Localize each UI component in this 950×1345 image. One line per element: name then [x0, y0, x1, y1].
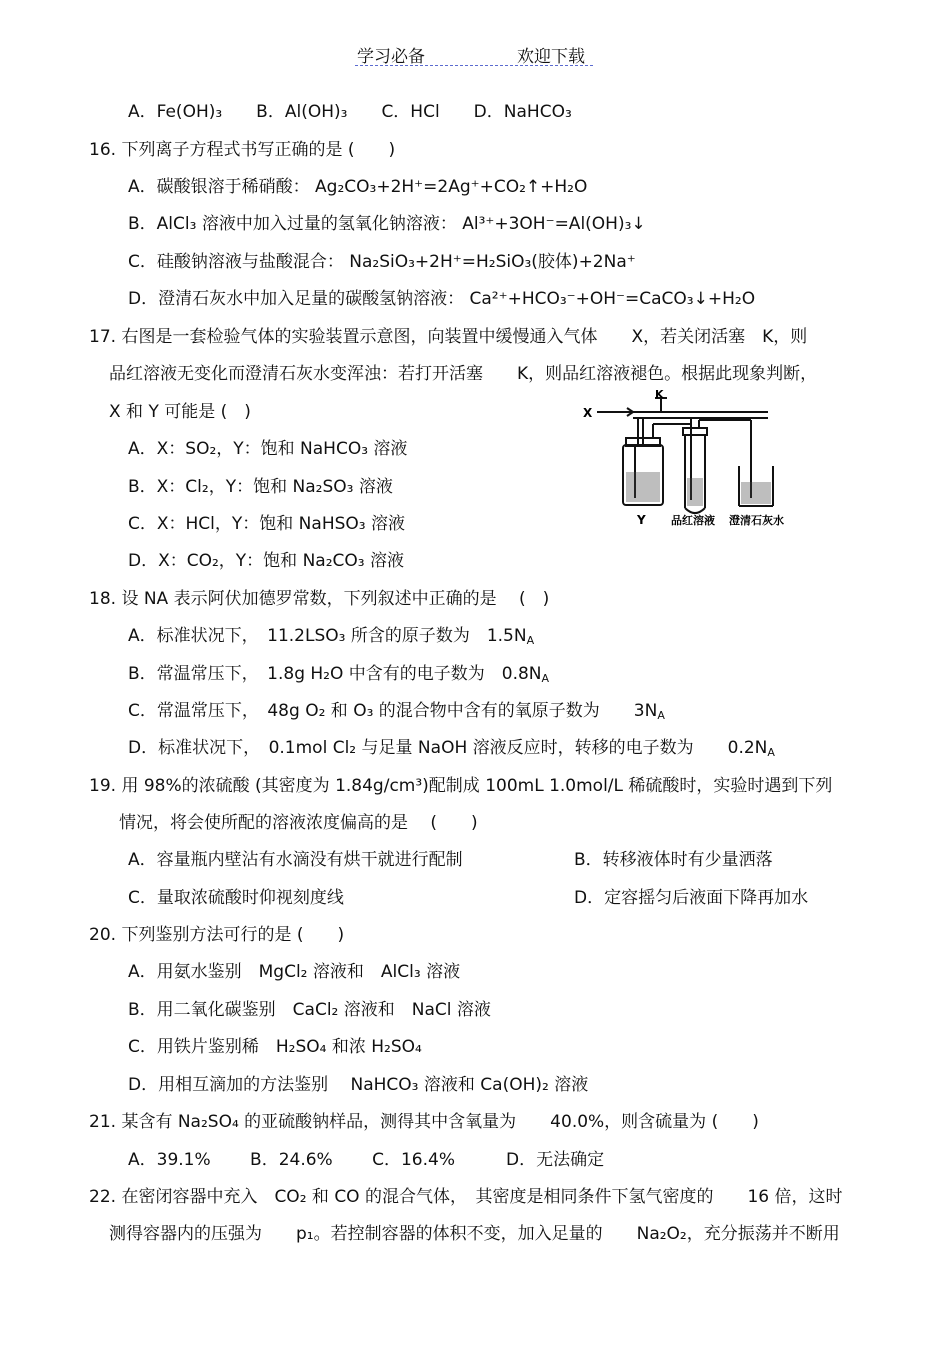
q15-options: A．Fe(OH)₃ B．Al(OH)₃ C．HCl D．NaHCO₃ — [128, 102, 572, 122]
q20-option-b: B．用二氧化碳鉴别 CaCl₂ 溶液和 NaCl 溶液 — [128, 1000, 491, 1020]
q17-option-d: D．X：CO₂，Y：饱和 Na₂CO₃ 溶液 — [128, 551, 405, 571]
q19-option-d: D．定容摇匀后液面下降再加水 — [574, 888, 809, 908]
q20-option-a: A．用氨水鉴别 MgCl₂ 溶液和 AlCl₃ 溶液 — [128, 962, 461, 982]
q16-option-a: A．碳酸银溶于稀硝酸： Ag₂CO₃+2H⁺=2Ag⁺+CO₂↑+H₂O — [128, 177, 588, 197]
q17-stem-1: 17. 右图是一套检验气体的实验装置示意图，向装置中缓慢通入气体 X，若关闭活塞 K，则 — [89, 327, 808, 347]
q18-option-d — [128, 737, 775, 759]
q18-option-b-sub: A — [541, 672, 550, 685]
figure-label-y: Y — [637, 513, 646, 527]
q19-stem-1: 19. 用 98%的浓硫酸 (其密度为 1.84g/cm³)配制成 100mL 1.0mol/L 稀硫酸时，实验时遇到下列 — [89, 776, 833, 796]
q16-option-b: B．AlCl₃ 溶液中加入过量的氢氧化钠溶液： Al³⁺+3OH⁻=Al(OH)₃↓ — [128, 214, 646, 234]
page-header — [355, 42, 593, 66]
q18-option-d-sub: A — [767, 746, 775, 759]
q19-option-a: A．容量瓶内壁沾有水滴没有烘干就进行配制 — [128, 850, 463, 870]
q18-option-c-text: C．常温常压下， 48g O₂ 和 O₃ 的混合物中含有的氧原子数为 3N — [128, 701, 658, 721]
header-left: 学习必备 — [357, 47, 425, 67]
q18-option-d-text: D．标准状况下， 0.1mol Cl₂ 与足量 NaOH 溶液反应时，转移的电子数为 0.2N — [128, 738, 768, 758]
figure-label-limewater: 澄清石灰水 — [729, 514, 784, 527]
q18-option-c — [128, 700, 665, 722]
figure-label-k: K — [655, 390, 664, 401]
gas-apparatus-figure — [583, 390, 808, 530]
q20-option-c: C．用铁片鉴别稀 H₂SO₄ 和浓 H₂SO₄ — [128, 1037, 422, 1057]
q18-option-a — [128, 625, 534, 647]
q17-stem-2: 品红溶液无变化而澄清石灰水变浑浊：若打开活塞 K，则品红溶液褪色。根据此现象判断， — [109, 364, 818, 384]
q16-option-d: D．澄清石灰水中加入足量的碳酸氢钠溶液： Ca²⁺+HCO₃⁻+OH⁻=CaCO₃↓+H₂O — [128, 289, 756, 309]
q18-stem: 18. 设 NA 表示阿伏加德罗常数，下列叙述中正确的是 ( ) — [89, 589, 550, 609]
q20-option-d: D．用相互滴加的方法鉴别 NaHCO₃ 溶液和 Ca(OH)₂ 溶液 — [128, 1075, 589, 1095]
q22-stem-1: 22. 在密闭容器中充入 CO₂ 和 CO 的混合气体， 其密度是相同条件下氢气密度的 16 倍，这时 — [89, 1187, 843, 1207]
q19-stem-2: 情况，将会使所配的溶液浓度偏高的是 ( ) — [119, 813, 478, 833]
q16-option-c: C．硅酸钠溶液与盐酸混合： Na₂SiO₃+2H⁺=H₂SiO₃(胶体)+2Na⁺ — [128, 252, 636, 272]
q17-option-c: C．X：HCl，Y：饱和 NaHSO₃ 溶液 — [128, 514, 405, 534]
q18-option-b — [128, 663, 549, 685]
q16-stem: 16. 下列离子方程式书写正确的是 ( ) — [89, 140, 396, 160]
q19-option-c: C．量取浓硫酸时仰视刻度线 — [128, 888, 344, 908]
header-right: 欢迎下载 — [517, 47, 585, 67]
q18-option-c-sub: A — [657, 709, 665, 722]
figure-label-pinhong: 品红溶液 — [671, 514, 715, 527]
q20-stem: 20. 下列鉴别方法可行的是 ( ) — [89, 925, 345, 945]
q21-stem: 21. 某含有 Na₂SO₄ 的亚硫酸钠样品，测得其中含氧量为 40.0%，则含硫量为 ( ) — [89, 1112, 759, 1132]
q18-option-b-text: B．常温常压下， 1.8g H₂O 中含有的电子数为 0.8N — [128, 664, 542, 684]
figure-label-x: X — [583, 406, 593, 420]
q18-option-a-text: A．标准状况下， 11.2LSO₃ 所含的原子数为 1.5N — [128, 626, 527, 646]
q17-stem-3: X 和 Y 可能是 ( ) — [109, 402, 251, 422]
q18-option-a-sub: A — [526, 634, 535, 647]
q22-stem-2: 测得容器内的压强为 p₁。若控制容器的体积不变，加入足量的 Na₂O₂，充分振荡并不断用 — [109, 1224, 840, 1244]
q17-option-b: B．X：Cl₂，Y：饱和 Na₂SO₃ 溶液 — [128, 477, 393, 497]
q19-option-b: B．转移液体时有少量洒落 — [574, 850, 773, 870]
q17-option-a: A．X：SO₂，Y：饱和 NaHCO₃ 溶液 — [128, 439, 408, 459]
q21-options: A．39.1% B．24.6% C．16.4% D．无法确定 — [128, 1150, 605, 1170]
